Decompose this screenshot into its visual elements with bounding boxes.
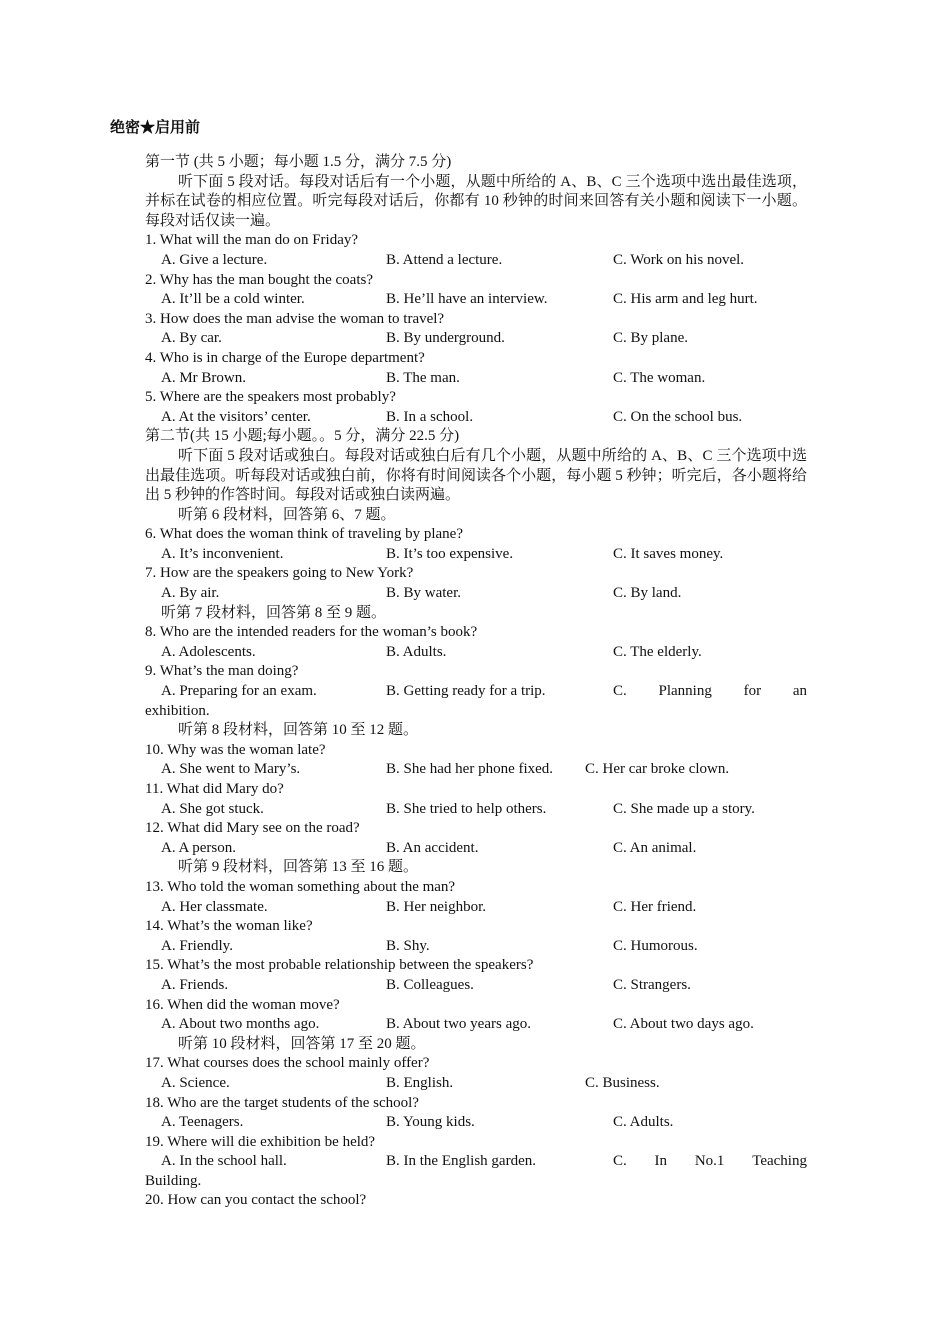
question-8: 8. Who are the intended readers for the woman’s book? xyxy=(145,624,478,641)
option-b[interactable]: B. In the English garden. xyxy=(386,1153,536,1170)
option-c[interactable]: C. His arm and leg hurt. xyxy=(613,291,758,308)
option-a[interactable]: A. She went to Mary’s. xyxy=(161,761,301,778)
option-b[interactable]: B. About two years ago. xyxy=(386,1016,531,1033)
question-14: 14. What’s the woman like? xyxy=(145,918,313,935)
option-c-word: an xyxy=(792,683,807,700)
options-7 xyxy=(145,584,807,604)
options-3 xyxy=(145,329,807,349)
option-c[interactable]: C. Adults. xyxy=(613,1114,674,1131)
option-b[interactable]: B. She tried to help others. xyxy=(386,800,547,817)
options-16 xyxy=(145,1015,807,1035)
option-c[interactable]: C. It saves money. xyxy=(613,545,724,562)
option-c[interactable]: C. She made up a story. xyxy=(613,800,755,817)
question-12: 12. What did Mary see on the road? xyxy=(145,820,360,837)
option-b[interactable]: B. Shy. xyxy=(386,937,430,954)
question-3: 3. How does the man advise the woman to travel? xyxy=(145,310,445,327)
option-a[interactable]: A. About two months ago. xyxy=(161,1016,320,1033)
option-a[interactable]: A. It’s inconvenient. xyxy=(161,545,284,562)
confidential-title: 绝密★启用前 xyxy=(110,120,201,136)
material-10-note: 听第 10 段材料，回答第 17 至 20 题。 xyxy=(178,1035,426,1052)
question-18: 18. Who are the target students of the school? xyxy=(145,1094,419,1111)
question-20: 20. How can you contact the school? xyxy=(145,1192,367,1209)
option-a[interactable]: A. Give a lecture. xyxy=(161,251,268,268)
options-9 xyxy=(145,682,807,702)
material-7-note: 听第 7 段材料，回答第 8 至 9 题。 xyxy=(161,604,387,621)
option-b[interactable]: B. Her neighbor. xyxy=(386,898,486,915)
section1-heading: 第一节 (共 5 小题；每小题 1.5 分，满分 7.5 分) xyxy=(145,154,452,170)
option-c-word: C. xyxy=(613,1153,627,1170)
option-c[interactable]: C. An animal. xyxy=(613,839,697,856)
option-c-continuation: exhibition. xyxy=(145,702,210,719)
question-17: 17. What courses does the school mainly offer? xyxy=(145,1055,430,1072)
option-a[interactable]: A. Preparing for an exam. xyxy=(161,683,317,700)
listening-section xyxy=(145,153,807,1211)
option-b[interactable]: B. English. xyxy=(386,1074,454,1091)
option-b[interactable]: B. Adults. xyxy=(386,643,447,660)
option-b[interactable]: B. By water. xyxy=(386,585,461,602)
option-b[interactable]: B. It’s too expensive. xyxy=(386,545,514,562)
option-a[interactable]: A. Her classmate. xyxy=(161,898,268,915)
option-a[interactable]: A. Mr Brown. xyxy=(161,369,246,386)
option-c[interactable]: C. Her friend. xyxy=(613,898,697,915)
option-a[interactable]: A. Science. xyxy=(161,1074,230,1091)
option-c[interactable] xyxy=(613,1152,807,1172)
option-b[interactable]: B. An accident. xyxy=(386,839,479,856)
question-19: 19. Where will die exhibition be held? xyxy=(145,1133,376,1150)
option-c[interactable]: C. Humorous. xyxy=(613,937,698,954)
option-c[interactable]: C. By plane. xyxy=(613,330,688,347)
section2-instructions: 听下面 5 段对话或独白。每段对话或独白后有几个小题，从题中所给的 A、B、C 三个选项中选出最佳选项。听每段对话或独白前，你将有时间阅读各个小题，每小题 5 秒钟；听完后，各小题将给出 5 秒钟的作答时间。每段对话或独白读两遍。 xyxy=(145,447,807,504)
options-5 xyxy=(145,408,807,428)
question-10: 10. Why was the woman late? xyxy=(145,741,326,758)
option-c[interactable]: C. Work on his novel. xyxy=(613,251,745,268)
option-b[interactable]: B. In a school. xyxy=(386,408,474,425)
question-15: 15. What’s the most probable relationship between the speakers? xyxy=(145,957,534,974)
material-6-note: 听第 6 段材料，回答第 6、7 题。 xyxy=(178,506,396,523)
option-c[interactable]: C. Strangers. xyxy=(613,976,691,993)
question-9: 9. What’s the man doing? xyxy=(145,663,299,680)
question-16: 16. When did the woman move? xyxy=(145,996,340,1013)
question-7: 7. How are the speakers going to New York? xyxy=(145,565,414,582)
option-c-continuation: Building. xyxy=(145,1172,202,1189)
options-13 xyxy=(145,898,807,918)
material-8-note: 听第 8 段材料，回答第 10 至 12 题。 xyxy=(178,722,419,739)
option-a[interactable]: A. By air. xyxy=(161,585,220,602)
option-b[interactable]: B. By underground. xyxy=(386,330,505,347)
option-b[interactable]: B. Young kids. xyxy=(386,1114,475,1131)
question-1: 1. What will the man do on Friday? xyxy=(145,232,359,249)
option-b[interactable]: B. Attend a lecture. xyxy=(386,251,503,268)
option-c[interactable]: C. By land. xyxy=(613,585,682,602)
option-b[interactable]: B. Getting ready for a trip. xyxy=(386,683,546,700)
options-4 xyxy=(145,369,807,389)
option-a[interactable]: A. Friends. xyxy=(161,976,229,993)
options-19 xyxy=(145,1152,807,1172)
question-11: 11. What did Mary do? xyxy=(145,781,284,797)
question-2: 2. Why has the man bought the coats? xyxy=(145,271,374,288)
options-18 xyxy=(145,1113,807,1133)
options-8 xyxy=(145,643,807,663)
question-6: 6. What does the woman think of traveling by plane? xyxy=(145,526,463,543)
option-c[interactable]: C. About two days ago. xyxy=(613,1016,754,1033)
options-1 xyxy=(145,251,807,271)
option-b[interactable]: B. She had her phone fixed. xyxy=(386,761,554,778)
question-5: 5. Where are the speakers most probably? xyxy=(145,389,396,406)
options-11 xyxy=(145,800,807,820)
options-14 xyxy=(145,937,807,957)
options-17 xyxy=(145,1074,807,1094)
question-13: 13. Who told the woman something about the man? xyxy=(145,878,456,895)
option-c[interactable]: C. On the school bus. xyxy=(613,408,743,425)
option-c[interactable]: C. Business. xyxy=(585,1074,660,1091)
options-12 xyxy=(145,839,807,859)
option-b[interactable]: B. Colleagues. xyxy=(386,976,474,993)
section1-instructions: 听下面 5 段对话。每段对话后有一个小题，从题中所给的 A、B、C 三个选项中选出最佳选项，并标在试卷的相应位置。听完每段对话后，你都有 10 秒钟的时间来回答有关小题和阅读下一小题。每段对话仅读一遍。 xyxy=(145,173,807,229)
option-a[interactable]: A. Teenagers. xyxy=(161,1114,244,1131)
option-a[interactable]: A. It’ll be a cold winter. xyxy=(161,291,305,308)
options-10 xyxy=(145,760,807,780)
option-c[interactable]: C. The elderly. xyxy=(613,643,702,660)
option-a[interactable]: A. Friendly. xyxy=(161,937,233,954)
options-15 xyxy=(145,976,807,996)
option-a[interactable]: A. At the visitors’ center. xyxy=(161,408,311,425)
question-4: 4. Who is in charge of the Europe department? xyxy=(145,349,425,366)
option-c-word: for xyxy=(743,683,762,700)
section2-heading: 第二节(共 15 小题;每小题。。5 分，满分 22.5 分) xyxy=(145,428,460,445)
option-b[interactable]: B. He’ll have an interview. xyxy=(386,291,548,308)
option-c-word: Teaching xyxy=(752,1153,807,1170)
option-b[interactable]: B. The man. xyxy=(386,369,460,386)
option-c[interactable]: C. The woman. xyxy=(613,369,706,386)
option-a[interactable]: A. Adolescents. xyxy=(161,643,256,660)
option-c-word: In xyxy=(654,1153,668,1170)
material-9-note: 听第 9 段材料，回答第 13 至 16 题。 xyxy=(178,859,419,876)
option-c-word: No.1 xyxy=(694,1153,725,1170)
option-c[interactable]: C. Her car broke clown. xyxy=(585,761,730,778)
option-a[interactable]: A. She got stuck. xyxy=(161,800,264,817)
option-a[interactable]: A. A person. xyxy=(161,839,236,856)
options-2 xyxy=(145,290,807,310)
option-a[interactable]: A. In the school hall. xyxy=(161,1153,287,1170)
option-c-word: C. xyxy=(613,683,627,700)
option-c[interactable] xyxy=(613,682,807,702)
option-a[interactable]: A. By car. xyxy=(161,330,222,347)
option-c-word: Planning xyxy=(658,683,712,700)
options-6 xyxy=(145,545,807,565)
